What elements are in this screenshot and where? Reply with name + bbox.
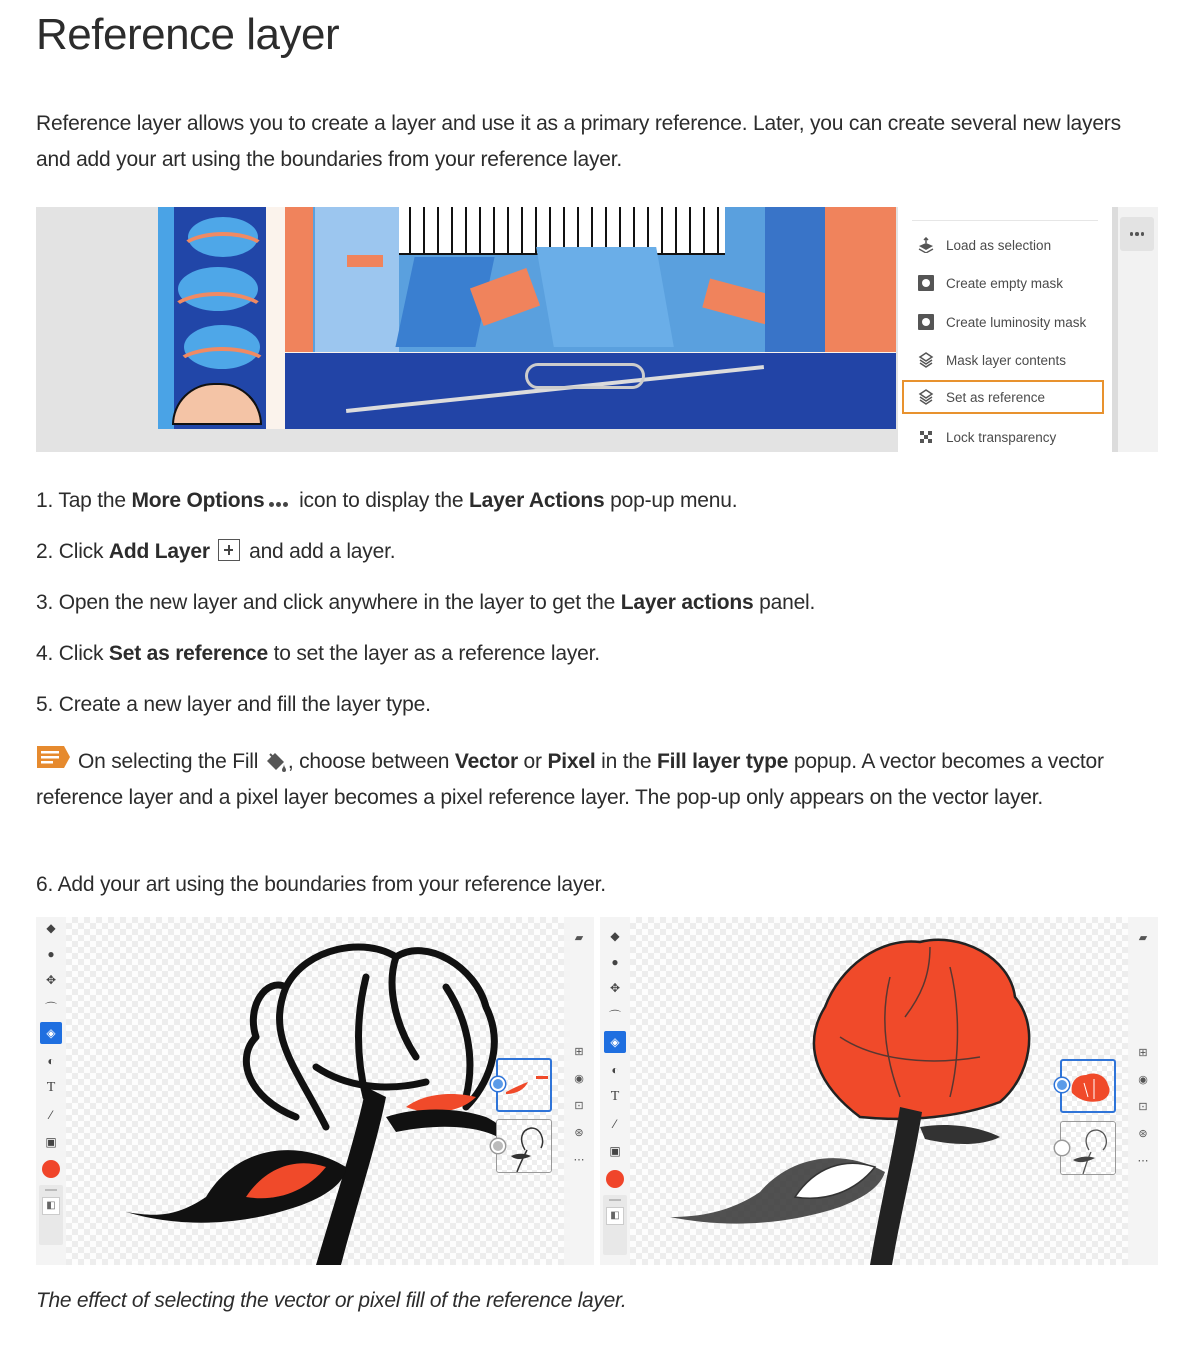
- more-options-icon: [1130, 232, 1134, 236]
- text-tool[interactable]: T: [610, 1089, 620, 1104]
- transform-tool[interactable]: ✥: [45, 973, 57, 987]
- fill-tool[interactable]: ◈: [604, 1031, 626, 1053]
- tool-options-group: [603, 1195, 627, 1255]
- more-options-button[interactable]: [1120, 217, 1154, 251]
- tool-bar: [600, 917, 630, 1265]
- more-options-icon: [268, 483, 289, 519]
- smudge-tool[interactable]: ●: [47, 947, 55, 961]
- split-view-icon[interactable]: ◧: [42, 1197, 60, 1215]
- artwork-image: [158, 207, 896, 429]
- add-layer-icon[interactable]: ⊞: [1138, 1046, 1148, 1059]
- step-1: 1. Tap the More Options icon to display the Layer Actions pop-up menu.: [36, 483, 737, 519]
- drawing-canvas[interactable]: [630, 917, 1128, 1265]
- step-2: 2. Click Add Layer and add a layer.: [36, 540, 396, 563]
- intro-paragraph: Reference layer allows you to create a layer and use it as a primary reference. Later, you can create several new layers and add your art using the boundaries from your reference layer.: [36, 112, 1121, 171]
- pixel-fill-app: [600, 917, 1158, 1265]
- menu-item-create-luminosity-mask[interactable]: Create luminosity mask: [898, 305, 1112, 339]
- layer-reference-dot[interactable]: [491, 1139, 505, 1153]
- load-selection-icon: [918, 237, 934, 253]
- comment-icon[interactable]: ▰: [574, 931, 584, 944]
- note-icon: [36, 745, 72, 771]
- split-view-icon[interactable]: ◧: [606, 1207, 624, 1225]
- eraser-tool[interactable]: ◆: [46, 921, 56, 935]
- step-5: 5. Create a new layer and fill the layer type.: [36, 693, 431, 716]
- layer-actions-figure: [36, 207, 1158, 452]
- visibility-icon[interactable]: ◉: [1138, 1073, 1148, 1086]
- layer-selection-dot[interactable]: [1055, 1078, 1069, 1092]
- smudge-tool[interactable]: ●: [611, 955, 619, 969]
- merge-icon[interactable]: ⊡: [574, 1099, 584, 1112]
- eyedropper-tool[interactable]: ⁄: [613, 1117, 616, 1131]
- add-layer-icon: [218, 539, 240, 561]
- comment-icon[interactable]: ▰: [1138, 931, 1148, 944]
- text-tool[interactable]: T: [46, 1080, 56, 1095]
- layer-actions-menu: [898, 207, 1112, 452]
- menu-divider: [912, 220, 1098, 221]
- image-tool[interactable]: ▣: [609, 1144, 621, 1158]
- menu-item-load-as-selection[interactable]: Load as selection: [898, 228, 1112, 262]
- menu-item-create-empty-mask[interactable]: Create empty mask: [898, 266, 1112, 300]
- mask-icon[interactable]: ⊛: [1138, 1127, 1148, 1140]
- shape-tool[interactable]: ◐: [47, 1054, 55, 1068]
- layer-selection-dot[interactable]: [491, 1077, 505, 1091]
- mask-icon[interactable]: ⊛: [574, 1126, 584, 1139]
- image-tool[interactable]: ▣: [45, 1135, 57, 1149]
- vector-fill-app: [36, 917, 594, 1265]
- vector-vs-pixel-figure: [36, 917, 1158, 1265]
- eyedropper-tool[interactable]: ⁄: [49, 1108, 52, 1122]
- layers-side-bar: [1128, 917, 1158, 1265]
- fill-bucket-icon: [264, 749, 288, 771]
- tool-options-group: [39, 1185, 63, 1245]
- layers-icon: [918, 389, 934, 405]
- fill-tool[interactable]: ◈: [40, 1022, 62, 1044]
- merge-icon[interactable]: ⊡: [1138, 1100, 1148, 1113]
- lasso-tool[interactable]: ⌒: [44, 1000, 57, 1015]
- mask-icon: [918, 314, 934, 330]
- lock-transparency-icon: [918, 429, 934, 445]
- more-icon[interactable]: ⋯: [1137, 1154, 1149, 1167]
- lasso-tool[interactable]: ⌒: [608, 1008, 621, 1023]
- page-title: Reference layer: [36, 10, 340, 59]
- menu-item-set-as-reference[interactable]: Set as reference: [902, 380, 1104, 414]
- more-icon[interactable]: ⋯: [573, 1153, 585, 1166]
- tool-bar: [36, 917, 66, 1265]
- step-4: 4. Click Set as reference to set the layer as a reference layer.: [36, 642, 600, 665]
- transform-tool[interactable]: ✥: [609, 981, 621, 995]
- layers-icon: [918, 352, 934, 368]
- eraser-tool[interactable]: ◆: [610, 929, 620, 943]
- step-6: 6. Add your art using the boundaries from your reference layer.: [36, 873, 606, 896]
- shape-tool[interactable]: ◐: [611, 1063, 619, 1077]
- color-swatch[interactable]: [42, 1160, 60, 1178]
- figure-caption: The effect of selecting the vector or pixel fill of the reference layer.: [36, 1289, 627, 1312]
- visibility-icon[interactable]: ◉: [574, 1072, 584, 1085]
- note-block: On selecting the Fill , choose between Vector or Pixel in the Fill layer type popup. A vector becomes a vector reference layer and a pixel layer becomes a pixel reference layer. The pop-up only appears on the vector layer.: [36, 744, 1136, 816]
- layers-side-bar: [564, 917, 594, 1265]
- drawing-canvas[interactable]: [66, 917, 564, 1265]
- color-swatch[interactable]: [606, 1170, 624, 1188]
- step-3: 3. Open the new layer and click anywhere in the layer to get the Layer actions panel.: [36, 591, 816, 614]
- mask-icon: [918, 275, 934, 291]
- layer-reference-dot[interactable]: [1055, 1141, 1069, 1155]
- menu-item-mask-layer-contents[interactable]: Mask layer contents: [898, 343, 1112, 377]
- add-layer-icon[interactable]: ⊞: [574, 1045, 584, 1058]
- menu-item-lock-transparency[interactable]: Lock transparency: [898, 420, 1112, 452]
